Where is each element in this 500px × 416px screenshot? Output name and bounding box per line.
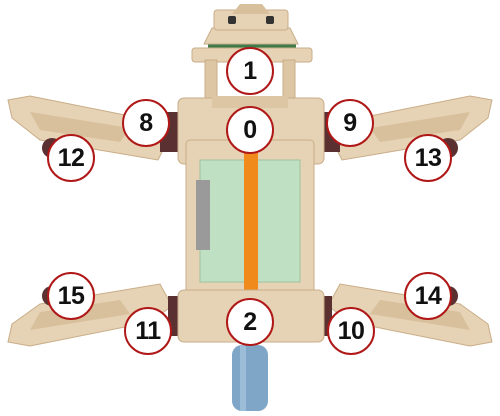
servo-label-8: 8 bbox=[122, 99, 170, 147]
servo-label-14: 14 bbox=[404, 272, 452, 320]
servo-label-12: 12 bbox=[47, 134, 95, 182]
servo-label-1: 1 bbox=[226, 47, 274, 95]
servo-label-10: 10 bbox=[327, 307, 375, 355]
servo-label-11: 11 bbox=[124, 307, 172, 355]
servo-label-2: 2 bbox=[226, 298, 274, 346]
tail bbox=[232, 345, 268, 411]
servo-label-9: 9 bbox=[326, 99, 374, 147]
servo-label-15: 15 bbox=[47, 272, 95, 320]
servo-label-13: 13 bbox=[404, 134, 452, 182]
servo-label-0: 0 bbox=[226, 106, 274, 154]
